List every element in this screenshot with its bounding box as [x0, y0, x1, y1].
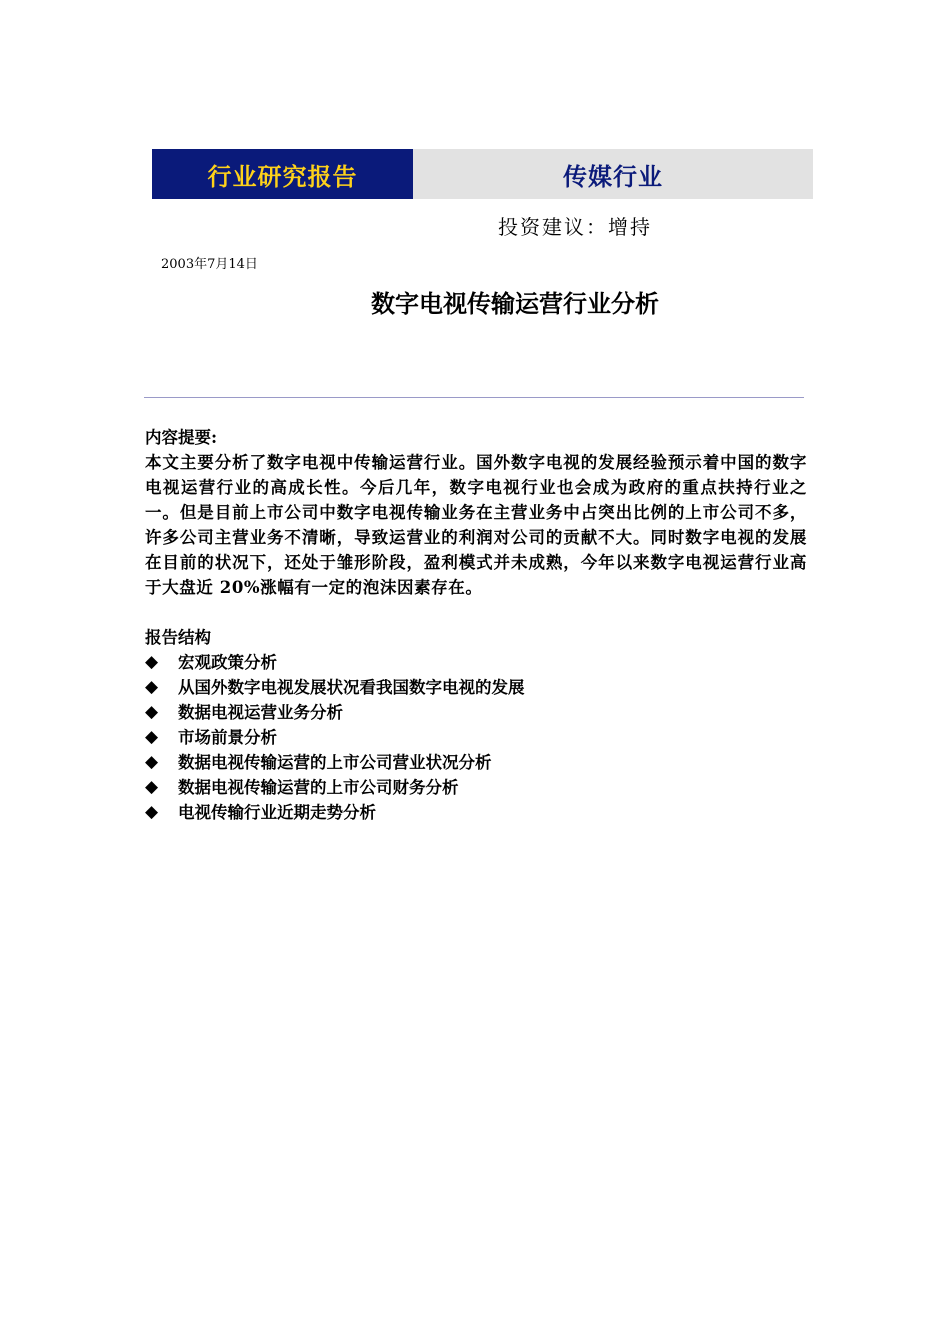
diamond-bullet-icon: ◆	[145, 802, 159, 822]
diamond-bullet-icon: ◆	[145, 677, 159, 697]
diamond-bullet-icon: ◆	[145, 702, 159, 722]
list-item	[145, 650, 807, 675]
list-item-label: 宏观政策分析	[178, 653, 277, 672]
diamond-bullet-icon: ◆	[145, 652, 159, 672]
report-type-banner	[152, 149, 413, 199]
industry-label: 传媒行业	[563, 162, 663, 191]
divider	[144, 397, 804, 398]
industry-banner	[413, 149, 813, 199]
list-item-label: 从国外数字电视发展状况看我国数字电视的发展	[178, 678, 525, 697]
list-item-label: 数据电视传输运营的上市公司财务分析	[178, 778, 459, 797]
list-item-label: 数据电视运营业务分析	[178, 703, 343, 722]
diamond-bullet-icon: ◆	[145, 752, 159, 772]
diamond-bullet-icon: ◆	[145, 777, 159, 797]
list-item	[145, 750, 807, 775]
list-item	[145, 800, 807, 825]
investment-rating: 投资建议：增持	[498, 215, 652, 239]
list-item-label: 数据电视传输运营的上市公司营业状况分析	[178, 753, 492, 772]
diamond-bullet-icon: ◆	[145, 727, 159, 747]
list-item	[145, 725, 807, 750]
summary-text: 本文主要分析了数字电视中传输运营行业。国外数字电视的发展经验预示着中国的数字电视运营行业的高成长性。今后几年，数字电视行业也会成为政府的重点扶持行业之一。但是目前上市公司中数字电视传输业务在主营业务中占突出比例的上市公司不多，许多公司主营业务不清晰，导致运营业的利润对公司的贡献不大。同时数字电视的发展在目前的状况下，还处于雏形阶段，盈利模式并未成熟，今年以来数字电视运营行业高于大盘近 20%涨幅有一定的泡沫因素存在。	[145, 453, 807, 597]
report-date: 2003年7月14日	[161, 257, 258, 272]
list-item	[145, 675, 807, 700]
list-item	[145, 775, 807, 800]
structure-heading: 报告结构	[145, 628, 211, 647]
list-item-label: 电视传输行业近期走势分析	[178, 803, 376, 822]
summary-heading: 内容提要:	[145, 428, 218, 447]
list-item	[145, 700, 807, 725]
report-type-label: 行业研究报告	[207, 162, 358, 191]
structure-list	[145, 650, 807, 825]
list-item-label: 市场前景分析	[178, 728, 277, 747]
report-body	[145, 425, 807, 825]
page-title: 数字电视传输运营行业分析	[371, 290, 659, 318]
